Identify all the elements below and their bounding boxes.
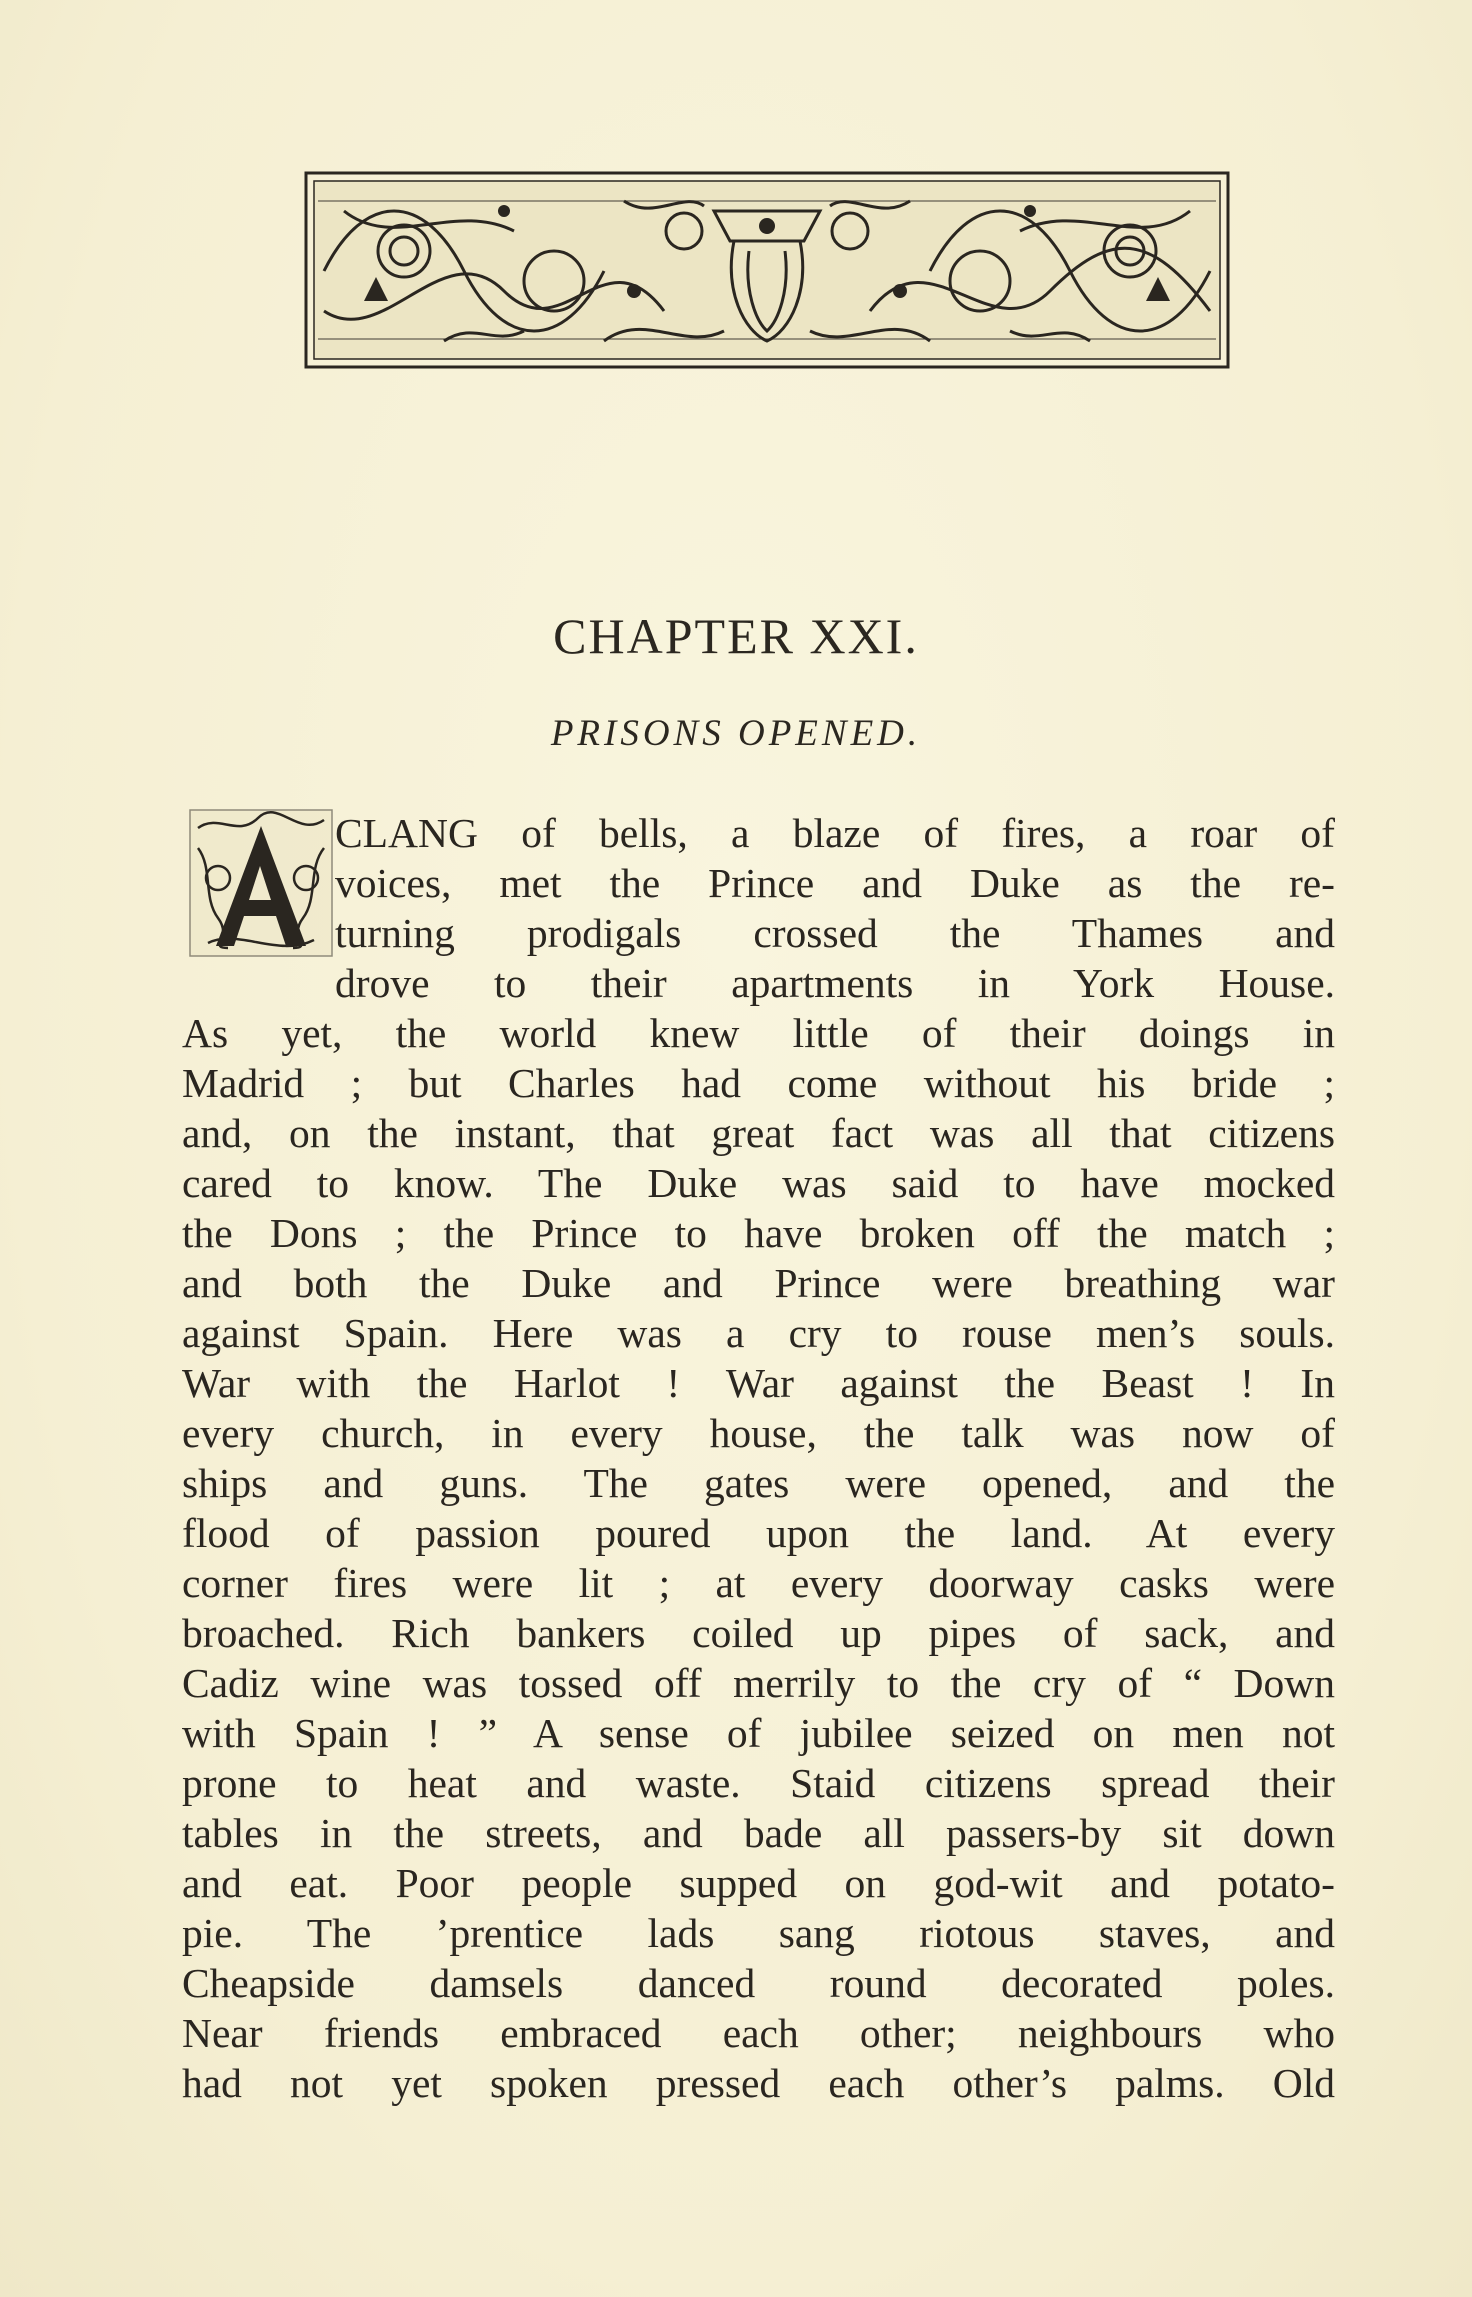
body-line: and both the Duke and Prince were breathing war xyxy=(182,1260,1335,1306)
body-line: flood of passion poured upon the land. At every xyxy=(182,1510,1335,1556)
body-line: had not yet spoken pressed each other’s palms. Old xyxy=(182,2060,1335,2106)
drop-cap-letter-a xyxy=(188,808,334,958)
chapter-title: CHAPTER XXI. xyxy=(553,608,919,664)
body-line: CLANG of bells, a blaze of fires, a roar of xyxy=(335,810,1335,856)
chapter-subtitle: PRISONS OPENED. xyxy=(550,713,922,754)
body-line: prone to heat and waste. Staid citizens spread their xyxy=(182,1760,1335,1806)
body-line: broached. Rich bankers coiled up pipes of sack, and xyxy=(182,1610,1335,1656)
body-line: voices, met the Prince and Duke as the re- xyxy=(335,860,1335,906)
body-line: As yet, the world knew little of their doings in xyxy=(182,1010,1335,1056)
body-line: and eat. Poor people supped on god-wit and potato- xyxy=(182,1860,1335,1906)
body-line: cared to know. The Duke was said to have mocked xyxy=(182,1160,1335,1206)
body-line: every church, in every house, the talk was now of xyxy=(182,1410,1335,1456)
body-line: Cadiz wine was tossed off merrily to the cry of “ Down xyxy=(182,1660,1335,1706)
body-line: Madrid ; but Charles had come without his bride ; xyxy=(182,1060,1335,1106)
body-line: tables in the streets, and bade all passers-by sit down xyxy=(182,1810,1335,1856)
body-line: against Spain. Here was a cry to rouse men’s souls. xyxy=(182,1310,1335,1356)
body-line: War with the Harlot ! War against the Beast ! In xyxy=(182,1360,1335,1406)
body-line: Near friends embraced each other; neighbours who xyxy=(182,2010,1335,2056)
ornamental-headpiece xyxy=(304,171,1230,369)
body-line: drove to their apartments in York House. xyxy=(335,960,1335,1006)
body-line: ships and guns. The gates were opened, and the xyxy=(182,1460,1335,1506)
body-line: and, on the instant, that great fact was all that citizens xyxy=(182,1110,1335,1156)
body-line: Cheapside damsels danced round decorated poles. xyxy=(182,1960,1335,2006)
body-line: pie. The ’prentice lads sang riotous staves, and xyxy=(182,1910,1335,1956)
body-line: the Dons ; the Prince to have broken off the match ; xyxy=(182,1210,1335,1256)
body-line: corner fires were lit ; at every doorway casks were xyxy=(182,1560,1335,1606)
body-line: turning prodigals crossed the Thames and xyxy=(335,910,1335,956)
body-line: with Spain ! ” A sense of jubilee seized on men not xyxy=(182,1710,1335,1756)
